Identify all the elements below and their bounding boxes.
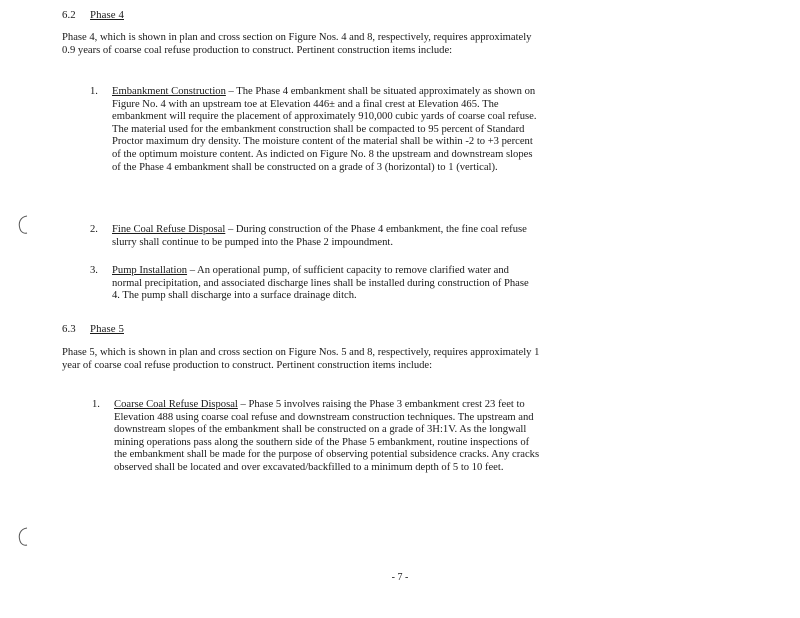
list-item-body	[112, 224, 537, 249]
list-item-number: 1.	[90, 86, 98, 97]
list-item-body	[112, 86, 537, 174]
binder-hole-mark-icon	[16, 526, 30, 548]
section-title: Phase 4	[90, 9, 124, 21]
list-item-number: 1.	[92, 399, 100, 410]
list-item-body	[114, 399, 540, 475]
section-intro-paragraph: Phase 5, which is shown in plan and cross section on Figure Nos. 5 and 8, respectively, requires approximately 1 year of coarse coal refuse production to construct. Pertinent construction items include:	[62, 347, 540, 371]
list-item-heading: Embankment Construction	[112, 86, 226, 97]
binder-hole-mark-icon	[16, 214, 30, 236]
section-number: 6.2	[62, 9, 76, 21]
section-heading-6-2	[62, 9, 124, 22]
list-item-heading: Pump Installation	[112, 265, 188, 276]
section-heading-6-3	[62, 323, 124, 336]
list-item-text: – During construction of the Phase 4 embankment, the fine coal refuse slurry shall continue to be pumped into the Phase 2 impoundment.	[112, 224, 527, 248]
list-item-number: 2.	[90, 224, 98, 235]
list-item-number: 3.	[90, 265, 98, 276]
section-number: 6.3	[62, 323, 76, 335]
page-number: - 7 -	[391, 572, 409, 583]
list-item-heading: Coarse Coal Refuse Disposal	[114, 399, 238, 410]
list-item-heading: Fine Coal Refuse Disposal	[112, 224, 226, 235]
section-intro-paragraph: Phase 4, which is shown in plan and cross section on Figure Nos. 4 and 8, respectively, requires approximately 0.9 years of coarse coal refuse production to construct. Pertinent construction items include:	[62, 32, 532, 56]
section-title: Phase 5	[90, 323, 124, 335]
list-item-text: – Phase 5 involves raising the Phase 3 embankment crest 23 feet to Elevation 488 using coarse coal refuse and downstream construction techniques. The upstream and downstream slopes of the embankment shall be constructed on a grade of 3H:1V. As the longwall mining operations pass along the southern side of the Phase 5 embankment, routine inspections of the embankment shall be made for the purpose of observing potential subsidence cracks. Any cracks observed shall be located and over excavated/backfilled to a minimum depth of 5 to 10 feet.	[114, 399, 540, 473]
list-item-body	[112, 265, 537, 303]
list-item-text: – The Phase 4 embankment shall be situated approximately as shown on Figure No. 4 with an upstream toe at Elevation 446± and a final crest at Elevation 465. The embankment will require the placement of approximately 910,000 cubic yards of coarse coal refuse. The material used for the embankment construction shall be compacted to 95 percent of Standard Proctor maximum dry density. The moisture content of the material shall be within -2 to +3 percent of the optimum moisture content. As indicted on Figure No. 8 the upstream and downstream slopes of the Phase 4 embankment shall be constructed on a grade of 3 (horizontal) to 1 (vertical).	[112, 86, 537, 173]
list-item-text: – An operational pump, of sufficient capacity to remove clarified water and normal precipitation, and associated discharge lines shall be installed during construction of Phase 4. The pump shall discharge into a surface drainage ditch.	[112, 265, 529, 302]
